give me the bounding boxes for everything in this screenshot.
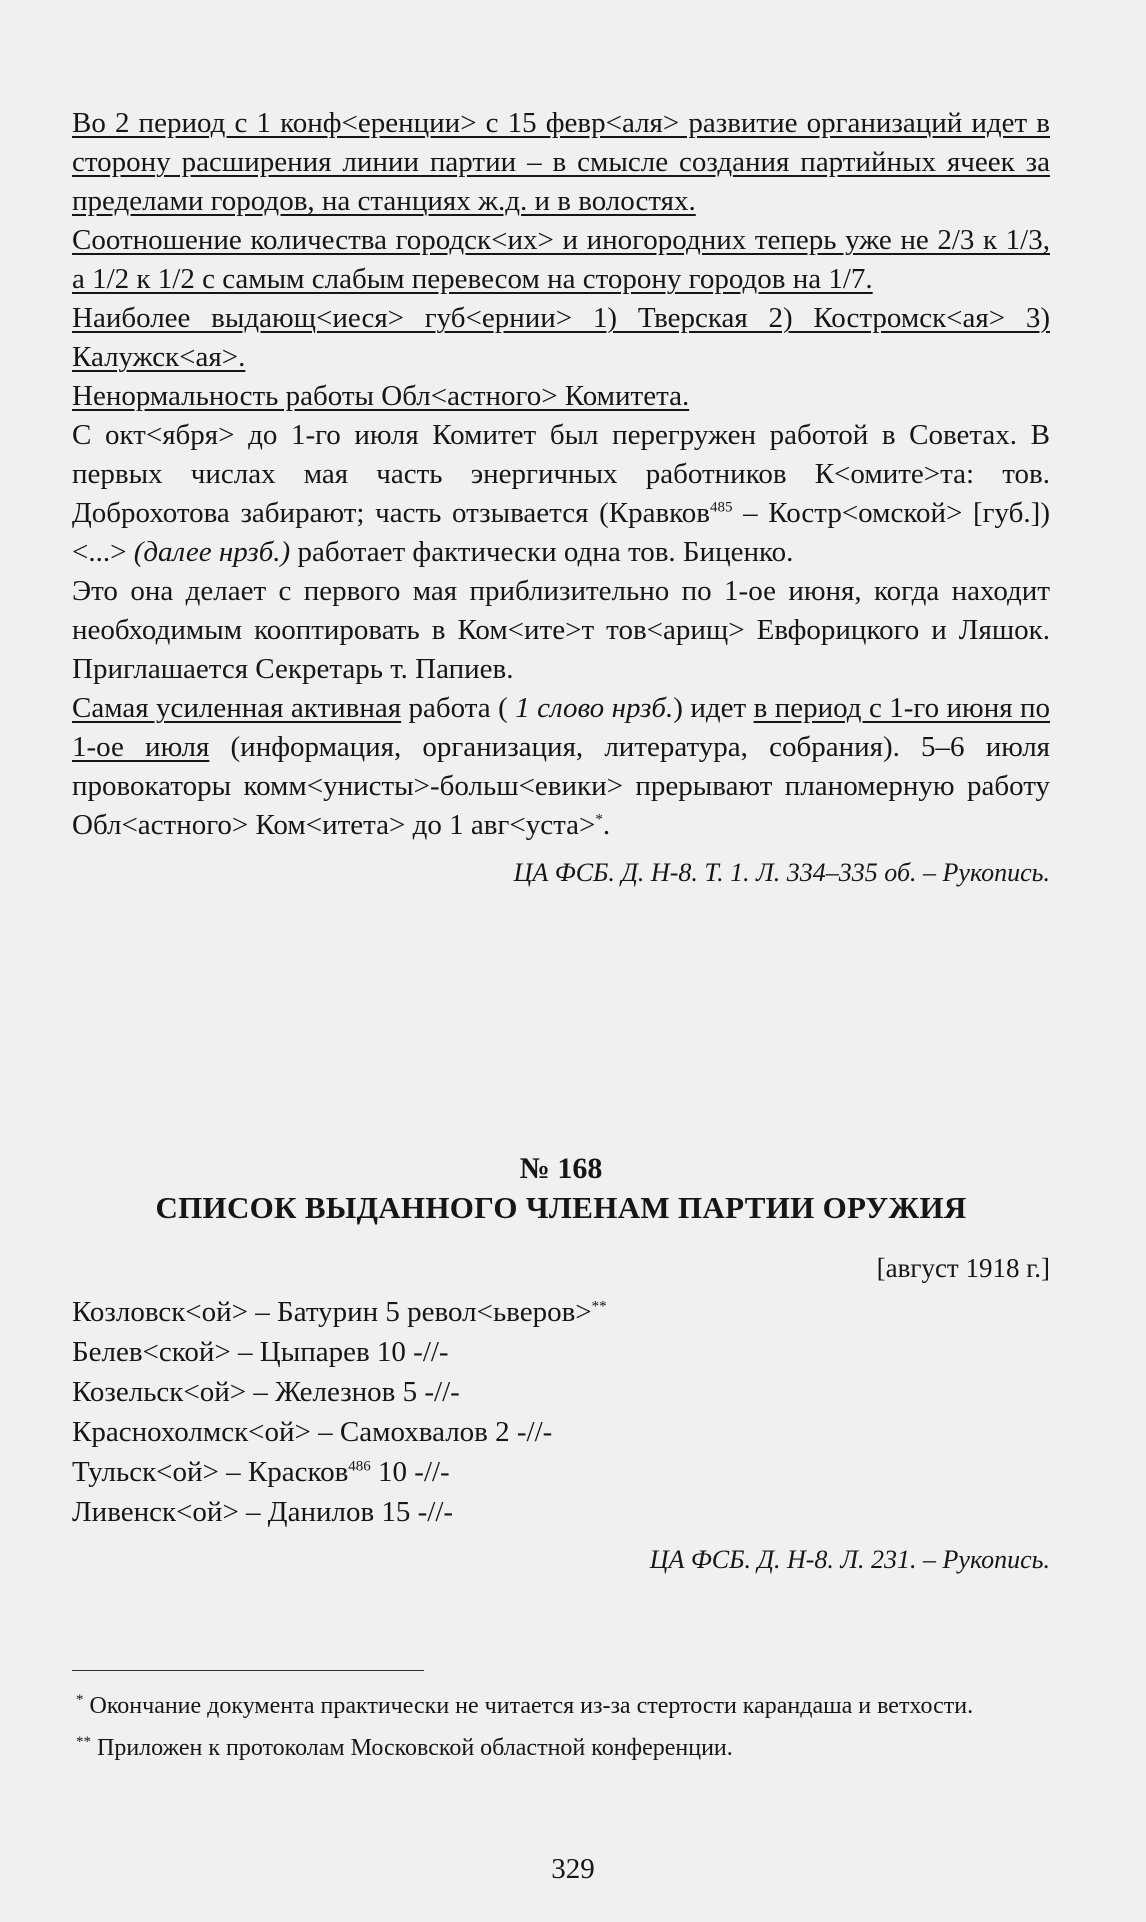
footnote-mark: ** (76, 1734, 91, 1750)
paragraph-active-work: Самая усиленная активная работа ( 1 слово нрзб.) идет в период с 1-го июня по 1-ое июля (информация, организация, литература, собрания). 5–6 июля провокаторы комм<унисты>-больш<евики> прерывают планомерную работу Обл<астного> Ком<итета> до 1 авг<уста>*. (72, 692, 1051, 841)
paragraph-abnormality: Ненормальность работы Обл<астного> Комитета. (72, 380, 690, 412)
paragraph-may-june: Это она делает с первого мая приблизительно по 1-ое июня, когда находит необходимым кооптировать в Ком<ите>т тов<арищ> Евфорицкого и Ляшок. Приглашается Секретарь т. Папиев. (72, 575, 1050, 685)
list-item: Козельск<ой> – Железнов 5 -//- (72, 1376, 460, 1408)
footnote-ref-star: * (595, 811, 603, 828)
footnote: ** Приложен к протоколам Московской областной конференции. (76, 1734, 733, 1761)
paragraph-period-2: Во 2 период с 1 конф<еренции> с 15 февр<аля> развитие организаций идет в сторону расширения линии партии – в смысле создания партийных ячеек за пределами городов, на станциях ж.д. и в волостях. (72, 107, 1050, 217)
footnotes (76, 1688, 1048, 1766)
list-item: Козловск<ой> – Батурин 5 револ<ьверов>** (72, 1296, 607, 1328)
list-item: Тульск<ой> – Красков$^{486}$ 10 -//- (72, 1456, 450, 1488)
footnote: * Окончание документа практически не читается из-за стертости карандаша и ветхости. (76, 1692, 974, 1719)
paragraph-october-july: С окт<ября> до 1-го июля Комитет был перегружен работой в Советах. В первых числах мая часть энергичных работников К<омите>та: тов. Доброхотова забирают; часть отзывается (Кравков$^{485}$ – Костр<омской> [губ.]) <...> (далее нрзб.) работает фактически одна тов. Биценко. (72, 419, 1050, 568)
weapons-list (72, 1292, 1050, 1532)
document-168 (72, 1150, 1050, 1578)
source-citation-167: ЦА ФСБ. Д. Н-8. Т. 1. Л. 334–335 об. – Рукопись. (513, 858, 1050, 887)
document-date: [август 1918 г.] (876, 1253, 1050, 1283)
document-167-body (72, 104, 1050, 891)
footnote-divider (72, 1670, 424, 1671)
list-item: Краснохолмск<ой> – Самохвалов 2 -//- (72, 1416, 553, 1448)
list-item: Белев<ской> – Цыпарев 10 -//- (72, 1336, 449, 1368)
source-citation-168: ЦА ФСБ. Д. Н-8. Л. 231. – Рукопись. (649, 1545, 1050, 1574)
list-item: Ливенск<ой> – Данилов 15 -//- (72, 1496, 454, 1528)
paragraph-ratio: Соотношение количества городск<их> и иногородних теперь уже не 2/3 к 1/3, а 1/2 к 1/2 с самым слабым перевесом на сторону городов на 1/7. (72, 224, 1050, 295)
document-title: СПИСОК ВЫДАННОГО ЧЛЕНАМ ПАРТИИ ОРУЖИЯ (155, 1190, 967, 1225)
page-number: 329 (551, 1853, 595, 1885)
document-number: № 168 (519, 1152, 603, 1185)
footnote-ref-485: 485 (709, 499, 733, 516)
footnote-mark: * (76, 1692, 84, 1708)
paragraph-notable-provinces: Наиболее выдающ<иеся> губ<ернии> 1) Тверская 2) Костромск<ая> 3) Калужск<ая>. (72, 302, 1050, 373)
